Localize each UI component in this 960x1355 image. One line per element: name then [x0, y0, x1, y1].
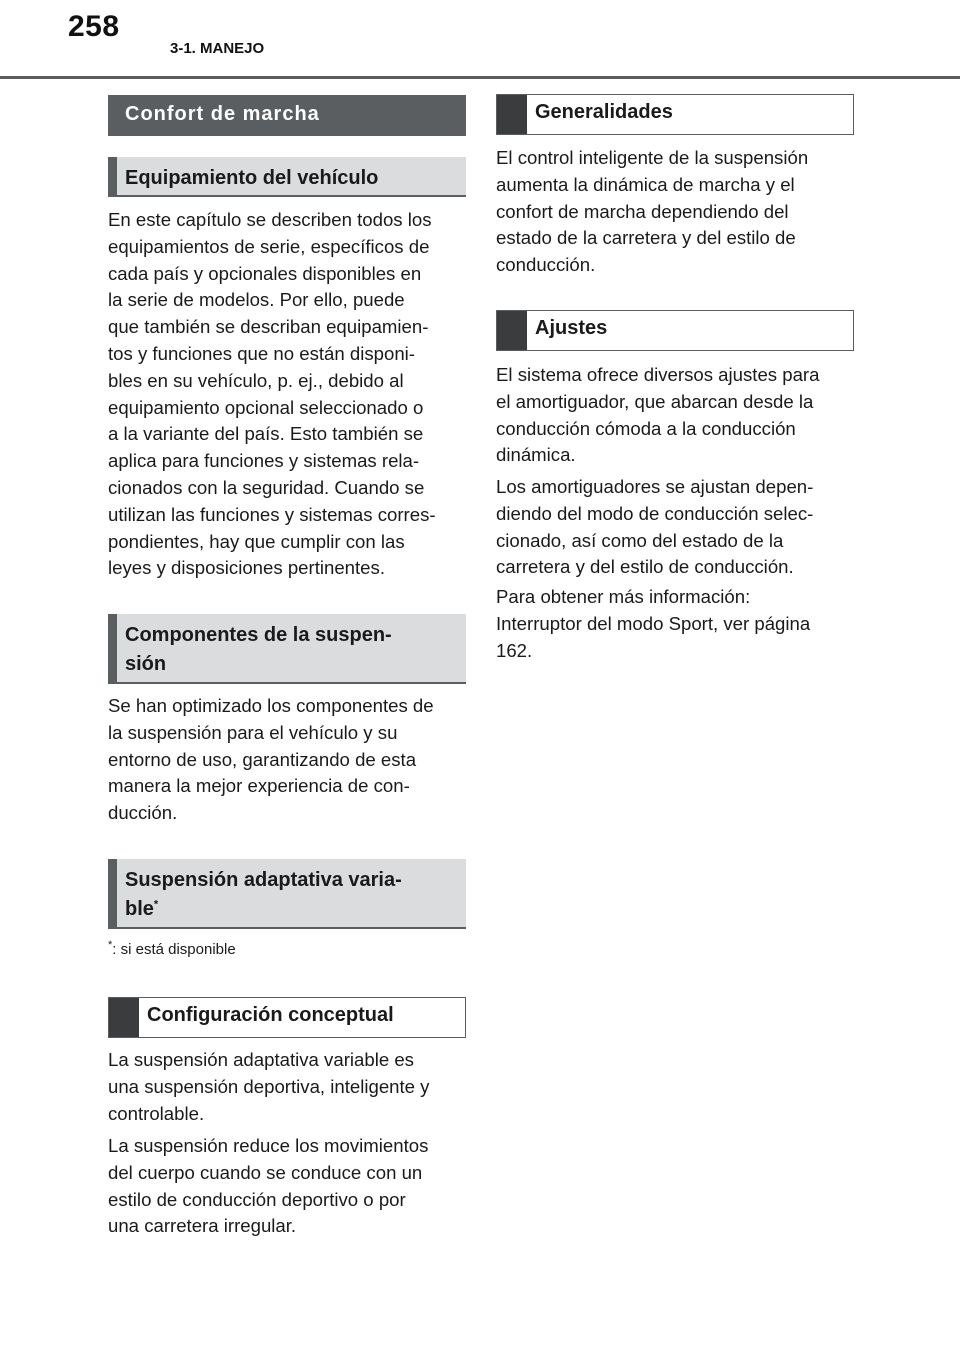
paragraph-concepto-2: [108, 1133, 466, 1240]
text-line: equipamientos de serie, específicos de: [108, 235, 430, 257]
text-line: tos y funciones que no están disponi-: [108, 342, 415, 364]
text-line: La suspensión adaptativa variable es: [108, 1049, 414, 1070]
subheading-suspension-adaptativa: [108, 859, 466, 929]
box-heading-configuracion-text: Configuración conceptual: [147, 1004, 394, 1026]
text-line: En este capítulo se describen todos los: [108, 209, 432, 230]
paragraph-ajustes-1: [496, 362, 854, 469]
text-line: a la variante del país. Esto también se: [108, 423, 424, 445]
text-line: manera la mejor experiencia de con-: [108, 775, 410, 797]
footnote: [108, 940, 466, 960]
asterisk-marker: *: [153, 898, 159, 911]
subheading-componentes-line: Componentes de la suspen-: [125, 624, 392, 646]
text-line: una carretera irregular.: [108, 1215, 297, 1237]
text-line: diendo del modo de conducción selec-: [496, 502, 814, 524]
text-line: Los amortiguadores se ajustan depen-: [496, 476, 814, 497]
text-line: cionado, así como del estado de la: [496, 529, 784, 551]
text-line: ducción.: [108, 802, 178, 824]
chapter-title: 3-1. MANEJO: [170, 40, 265, 57]
text-line: Para obtener más información:: [496, 586, 751, 607]
subheading-adaptativa-line: Suspensión adaptativa varia-: [125, 869, 402, 891]
text-line: controlable.: [108, 1102, 205, 1124]
paragraph-generalidades: [496, 145, 854, 279]
box-heading-ajustes: [496, 310, 854, 351]
text-line: cada país y opcionales disponibles en: [108, 262, 422, 284]
text-line: conducción cómoda a la conducción: [496, 417, 796, 439]
text-line: conducción.: [496, 254, 596, 276]
paragraph-concepto-1: [108, 1047, 466, 1127]
box-heading-generalidades: [496, 94, 854, 135]
text-line: una suspensión deportiva, inteligente y: [108, 1075, 430, 1097]
text-line: cionados con la seguridad. Cuando se: [108, 476, 425, 498]
text-line: carretera y del estilo de conducción.: [496, 556, 794, 578]
text-line: El sistema ofrece diversos ajustes para: [496, 364, 820, 385]
page-reference: Interruptor del modo Sport, ver página: [496, 612, 811, 634]
text-line: aplica para funciones y sistemas rela-: [108, 450, 420, 472]
footnote-text: : si está disponible: [112, 941, 236, 958]
text-line: La suspensión reduce los movimientos: [108, 1135, 429, 1156]
text-line: entorno de uso, garantizando de esta: [108, 748, 417, 770]
text-line: aumenta la dinámica de marcha y el: [496, 173, 795, 195]
text-line: el amortiguador, que abarcan desde la: [496, 390, 814, 412]
box-heading-ajustes-text: Ajustes: [535, 317, 608, 339]
text-line: confort de marcha dependiendo del: [496, 200, 789, 222]
text-line: estilo de conducción deportivo o por: [108, 1188, 406, 1210]
box-heading-configuracion: [108, 997, 466, 1038]
text-line: utilizan las funciones y sistemas corres-: [108, 503, 436, 525]
box-heading-generalidades-text: Generalidades: [535, 101, 673, 123]
paragraph-ajustes-3: [496, 584, 854, 664]
subheading-adaptativa-line: ble: [125, 898, 154, 920]
text-line: dinámica.: [496, 444, 576, 466]
text-line: pondientes, hay que cumplir con las: [108, 530, 405, 552]
subheading-equipamiento-text: Equipamiento del vehículo: [125, 167, 379, 189]
paragraph-componentes: [108, 693, 466, 827]
text-line: estado de la carretera y del estilo de: [496, 227, 796, 249]
paragraph-ajustes-2: [496, 474, 854, 581]
subheading-componentes: [108, 614, 466, 684]
page-number: 258: [68, 10, 120, 43]
footnote-marker: *: [108, 939, 113, 951]
section-heading-confort: Confort de marcha: [108, 95, 466, 136]
text-line: que también se describan equipamien-: [108, 316, 429, 338]
text-line: Se han optimizado los componentes de: [108, 695, 434, 716]
text-line: del cuerpo cuando se conduce con un: [108, 1161, 423, 1183]
header-rule: [0, 76, 960, 79]
text-line: la serie de modelos. Por ello, puede: [108, 289, 405, 311]
text-line: equipamiento opcional seleccionado o: [108, 396, 424, 418]
text-line: la suspensión para el vehículo y su: [108, 721, 398, 743]
text-line: El control inteligente de la suspensión: [496, 147, 809, 168]
text-line: 162.: [496, 639, 533, 661]
paragraph-equipamiento: [108, 207, 466, 582]
subheading-componentes-line: sión: [125, 653, 167, 675]
text-line: bles en su vehículo, p. ej., debido al: [108, 369, 404, 391]
text-line: leyes y disposiciones pertinentes.: [108, 557, 385, 579]
subheading-equipamiento: [108, 157, 466, 197]
